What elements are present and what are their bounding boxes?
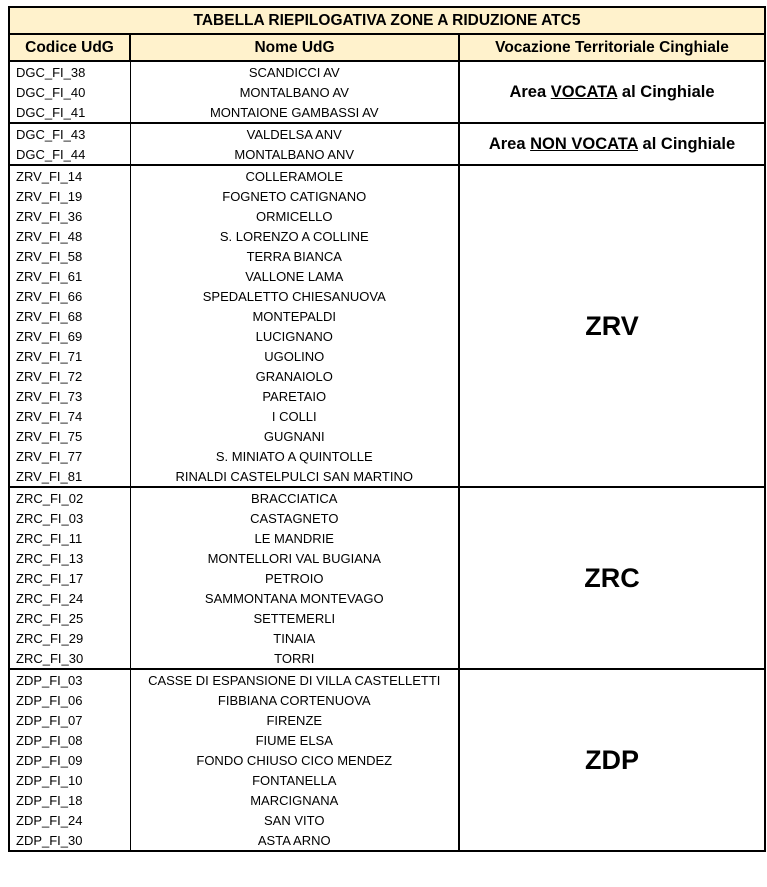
udg-code-cell: DGC_FI_44: [9, 144, 130, 165]
udg-name-cell: CASTAGNETO: [130, 508, 459, 528]
udg-name-cell: S. LORENZO A COLLINE: [130, 226, 459, 246]
table-body: [9, 61, 765, 851]
vocation-suffix: al Cinghiale: [637, 134, 736, 153]
udg-name-cell: CASSE DI ESPANSIONE DI VILLA CASTELLETTI: [130, 669, 459, 690]
udg-code-cell: ZDP_FI_08: [9, 730, 130, 750]
udg-code-cell: ZRV_FI_68: [9, 306, 130, 326]
udg-name-cell: MONTELLORI VAL BUGIANA: [130, 548, 459, 568]
table-row: [9, 123, 765, 144]
udg-code-cell: ZRC_FI_17: [9, 568, 130, 588]
vocation-text: ZRC: [584, 562, 640, 593]
udg-code-cell: ZRV_FI_58: [9, 246, 130, 266]
udg-name-cell: MONTALBANO AV: [130, 82, 459, 102]
vocation-cell: [459, 669, 765, 851]
udg-code-cell: ZRV_FI_73: [9, 386, 130, 406]
udg-name-cell: ASTA ARNO: [130, 830, 459, 851]
udg-code-cell: ZRC_FI_11: [9, 528, 130, 548]
udg-name-cell: S. MINIATO A QUINTOLLE: [130, 446, 459, 466]
udg-code-cell: ZRV_FI_81: [9, 466, 130, 487]
udg-name-cell: TERRA BIANCA: [130, 246, 459, 266]
vocation-text: Area: [509, 82, 551, 101]
udg-code-cell: ZRV_FI_19: [9, 186, 130, 206]
table-row: [9, 61, 765, 82]
udg-name-cell: FIBBIANA CORTENUOVA: [130, 690, 459, 710]
vocation-cell: [459, 487, 765, 669]
udg-name-cell: FIRENZE: [130, 710, 459, 730]
udg-name-cell: MARCIGNANA: [130, 790, 459, 810]
vocation-emphasis: VOCATA: [550, 82, 618, 101]
udg-code-cell: ZRC_FI_24: [9, 588, 130, 608]
udg-name-cell: FIUME ELSA: [130, 730, 459, 750]
table-title: TABELLA RIEPILOGATIVA ZONE A RIDUZIONE ATC5: [9, 7, 765, 34]
udg-code-cell: DGC_FI_43: [9, 123, 130, 144]
zones-table: [8, 6, 766, 852]
udg-name-cell: GUGNANI: [130, 426, 459, 446]
udg-name-cell: ORMICELLO: [130, 206, 459, 226]
udg-name-cell: UGOLINO: [130, 346, 459, 366]
udg-name-cell: SAN VITO: [130, 810, 459, 830]
header-row: [9, 34, 765, 61]
udg-name-cell: FONTANELLA: [130, 770, 459, 790]
udg-name-cell: LUCIGNANO: [130, 326, 459, 346]
vocation-text: ZDP: [585, 744, 639, 775]
udg-code-cell: ZRC_FI_13: [9, 548, 130, 568]
udg-code-cell: ZDP_FI_18: [9, 790, 130, 810]
udg-code-cell: ZRC_FI_02: [9, 487, 130, 508]
udg-name-cell: COLLERAMOLE: [130, 165, 459, 186]
udg-code-cell: ZDP_FI_30: [9, 830, 130, 851]
udg-code-cell: ZRV_FI_36: [9, 206, 130, 226]
table-row: [9, 487, 765, 508]
udg-code-cell: ZRV_FI_14: [9, 165, 130, 186]
udg-name-cell: FONDO CHIUSO CICO MENDEZ: [130, 750, 459, 770]
udg-code-cell: ZDP_FI_06: [9, 690, 130, 710]
udg-code-cell: ZRV_FI_48: [9, 226, 130, 246]
header-vocation: Vocazione Territoriale Cinghiale: [459, 34, 765, 61]
udg-name-cell: MONTEPALDI: [130, 306, 459, 326]
udg-name-cell: VALLONE LAMA: [130, 266, 459, 286]
udg-name-cell: SAMMONTANA MONTEVAGO: [130, 588, 459, 608]
udg-name-cell: SETTEMERLI: [130, 608, 459, 628]
udg-code-cell: ZRC_FI_30: [9, 648, 130, 669]
header-code: Codice UdG: [9, 34, 130, 61]
udg-name-cell: MONTALBANO ANV: [130, 144, 459, 165]
table-row: [9, 669, 765, 690]
udg-code-cell: DGC_FI_38: [9, 61, 130, 82]
udg-code-cell: ZRV_FI_71: [9, 346, 130, 366]
udg-code-cell: ZDP_FI_24: [9, 810, 130, 830]
udg-code-cell: DGC_FI_40: [9, 82, 130, 102]
vocation-cell: [459, 123, 765, 165]
udg-name-cell: RINALDI CASTELPULCI SAN MARTINO: [130, 466, 459, 487]
udg-name-cell: BRACCIATICA: [130, 487, 459, 508]
udg-code-cell: ZRV_FI_66: [9, 286, 130, 306]
udg-code-cell: ZDP_FI_07: [9, 710, 130, 730]
udg-code-cell: ZRC_FI_03: [9, 508, 130, 528]
udg-code-cell: ZDP_FI_10: [9, 770, 130, 790]
summary-sheet: [8, 6, 764, 852]
udg-name-cell: PARETAIO: [130, 386, 459, 406]
udg-code-cell: ZRV_FI_69: [9, 326, 130, 346]
udg-name-cell: VALDELSA ANV: [130, 123, 459, 144]
udg-name-cell: TINAIA: [130, 628, 459, 648]
udg-name-cell: SCANDICCI AV: [130, 61, 459, 82]
vocation-cell: [459, 165, 765, 487]
table-row: [9, 165, 765, 186]
udg-name-cell: TORRI: [130, 648, 459, 669]
vocation-text: Area: [488, 134, 531, 153]
vocation-suffix: al Cinghiale: [617, 82, 715, 101]
udg-code-cell: ZRC_FI_29: [9, 628, 130, 648]
udg-name-cell: PETROIO: [130, 568, 459, 588]
udg-name-cell: MONTAIONE GAMBASSI AV: [130, 102, 459, 123]
udg-name-cell: SPEDALETTO CHIESANUOVA: [130, 286, 459, 306]
udg-name-cell: LE MANDRIE: [130, 528, 459, 548]
vocation-cell: [459, 61, 765, 123]
udg-code-cell: ZRC_FI_25: [9, 608, 130, 628]
udg-code-cell: ZRV_FI_74: [9, 406, 130, 426]
udg-name-cell: I COLLI: [130, 406, 459, 426]
udg-code-cell: DGC_FI_41: [9, 102, 130, 123]
udg-code-cell: ZRV_FI_77: [9, 446, 130, 466]
udg-name-cell: FOGNETO CATIGNANO: [130, 186, 459, 206]
udg-code-cell: ZRV_FI_61: [9, 266, 130, 286]
udg-code-cell: ZRV_FI_75: [9, 426, 130, 446]
udg-code-cell: ZRV_FI_72: [9, 366, 130, 386]
vocation-text: ZRV: [585, 310, 639, 341]
vocation-emphasis: NON VOCATA: [530, 134, 638, 153]
udg-name-cell: GRANAIOLO: [130, 366, 459, 386]
title-row: [9, 7, 765, 34]
header-name: Nome UdG: [130, 34, 459, 61]
udg-code-cell: ZDP_FI_09: [9, 750, 130, 770]
udg-code-cell: ZDP_FI_03: [9, 669, 130, 690]
